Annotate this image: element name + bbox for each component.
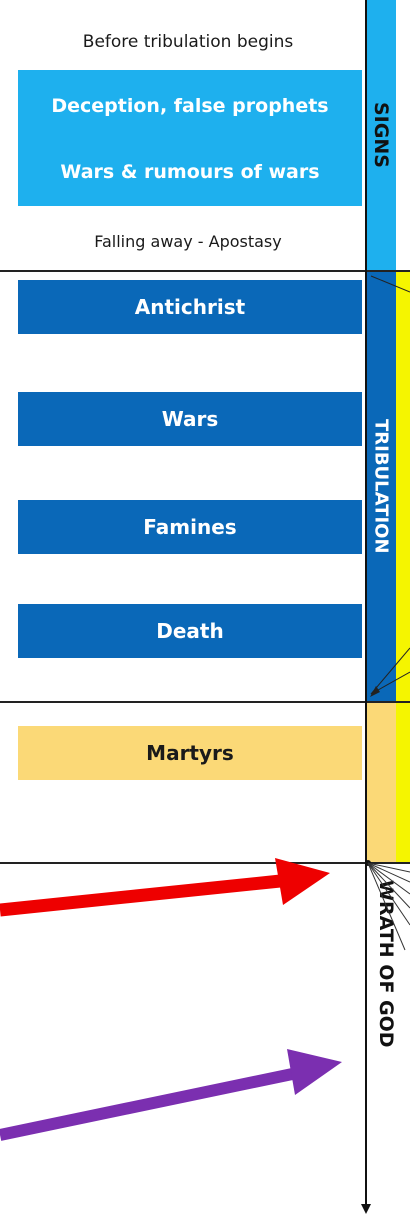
deception-label: Deception, false prophets — [51, 95, 329, 117]
tribulation-item-wars: Wars — [18, 392, 362, 446]
falling-away-label: Falling away - Apostasy — [94, 231, 282, 251]
signs-band: SIGNS — [366, 0, 396, 270]
tribulation-item-famines: Famines — [18, 500, 362, 554]
wars-rumours-label: Wars & rumours of wars — [60, 161, 320, 183]
fan-line — [371, 276, 410, 292]
tribulation-item-antichrist: Antichrist — [18, 280, 362, 334]
red-arrow-head — [275, 858, 330, 905]
fan-line — [371, 648, 410, 694]
red-arrow-shaft — [0, 880, 290, 910]
before-tribulation-label: Before tribulation begins — [82, 32, 294, 52]
purple-arrow-shaft — [0, 1072, 302, 1135]
wrath-of-god-label: WRATH OF GOD — [375, 880, 397, 1048]
purple-arrow-head — [287, 1049, 342, 1095]
fan-arrowhead — [370, 686, 380, 697]
tribulation-item-death: Death — [18, 604, 362, 658]
fan-line — [368, 863, 410, 908]
timeline-arrowhead — [361, 1204, 371, 1214]
tribulation-band: TRIBULATION — [366, 272, 396, 701]
martyrs-box: Martyrs — [18, 726, 362, 780]
